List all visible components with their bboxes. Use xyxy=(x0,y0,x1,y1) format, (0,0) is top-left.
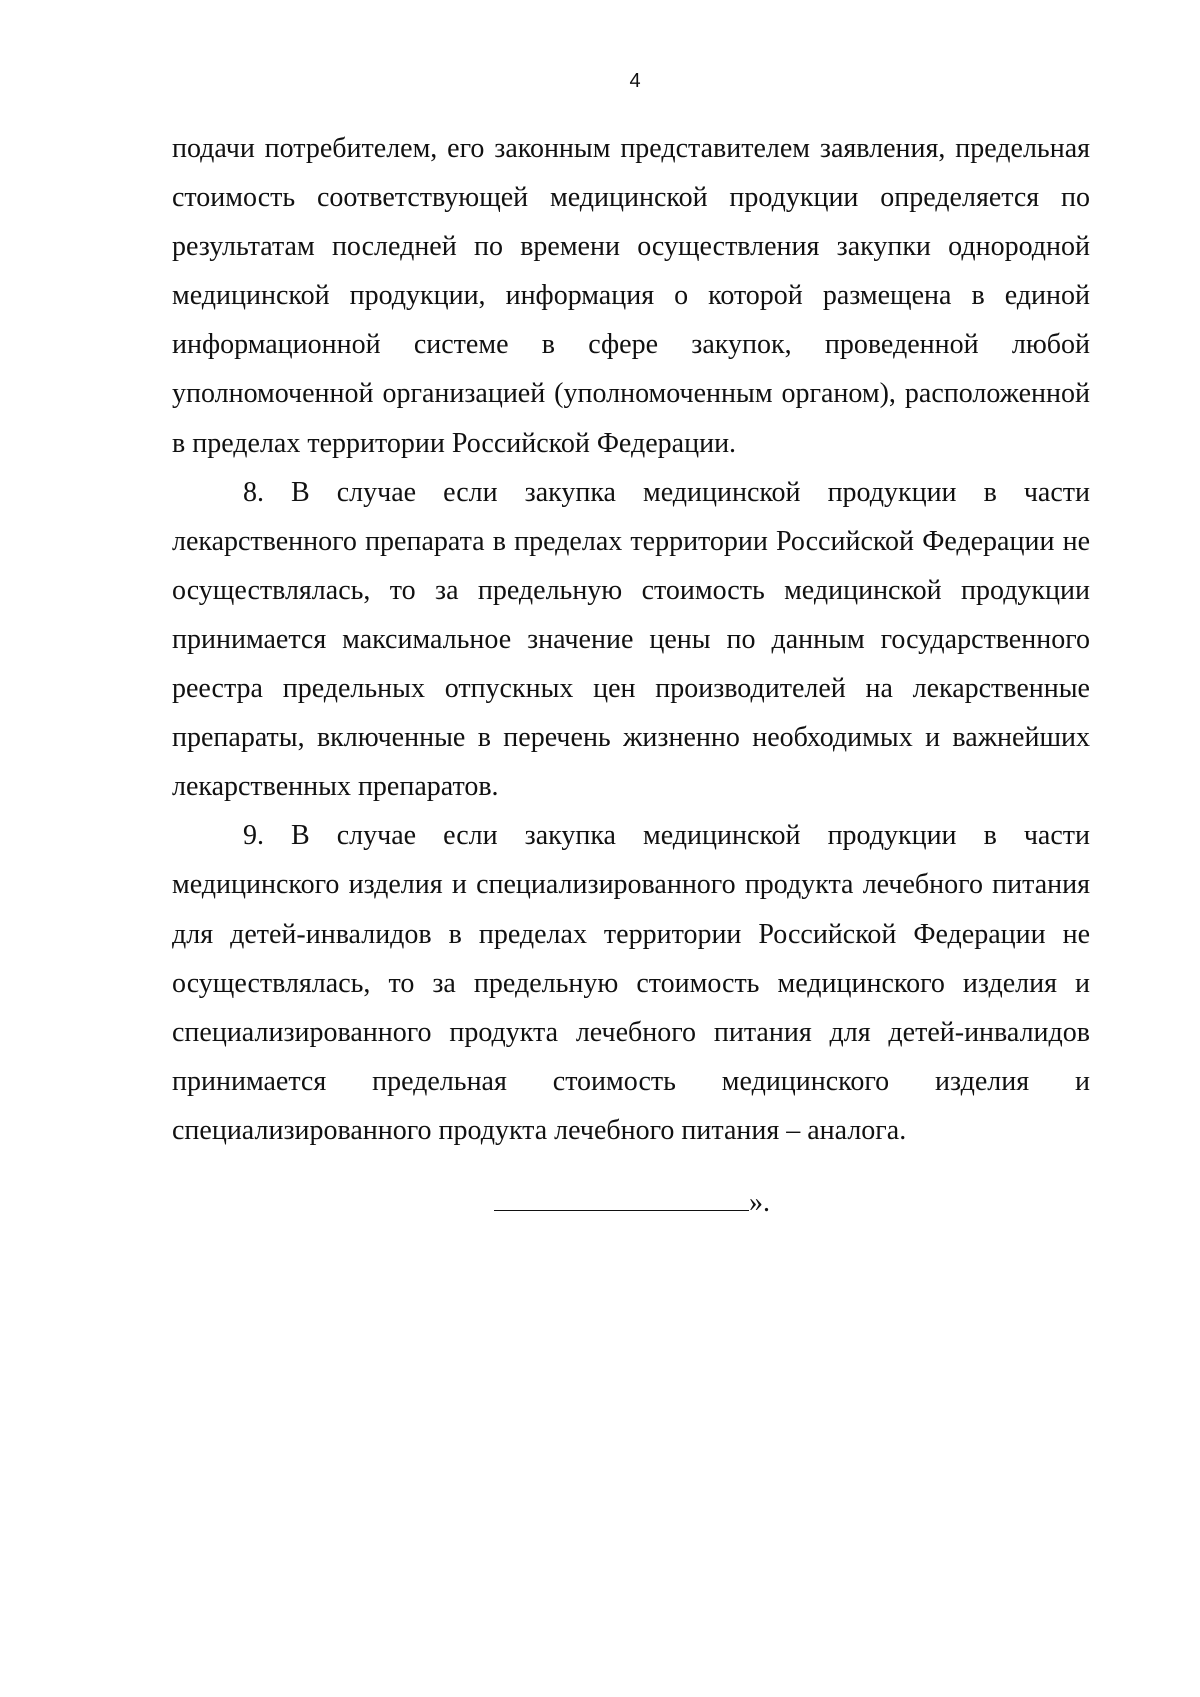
closing-quote: ». xyxy=(749,1187,770,1218)
page-number: 4 xyxy=(629,70,641,92)
closing-mark xyxy=(494,1183,770,1221)
paragraph-item-9: 9. В случае если закупка медицинской продукции в части медицинского изделия и специализированного продукта лечебного питания для детей-инвалидов в пределах территории Российской Федерации не осуществлялась, то за предельную стоимость медицинского изделия и специализированного продукта лечебного питания для детей-инвалидов принимается предельная стоимость медицинского изделия и специализированного продукта лечебного питания – аналога. xyxy=(172,820,1090,1146)
document-body xyxy=(172,124,1090,1155)
paragraph-item-8: 8. В случае если закупка медицинской продукции в части лекарственного препарата в пределах территории Российской Федерации не осуществлялась, то за предельную стоимость медицинской продукции принимается максимальное значение цены по данным государственного реестра предельных отпускных цен производителей на лекарственные препараты, включенные в перечень жизненно необходимых и важнейших лекарственных препаратов. xyxy=(172,476,1090,803)
paragraph-continuation: подачи потребителем, его законным представителем заявления, предельная стоимость соответствующей медицинской продукции определяется по результатам последней по времени осуществления закупки однородной медицинской продукции, информация о которой размещена в единой информационной системе в сфере закупок, проведенной любой уполномоченной организацией (уполномоченным органом), расположенной в пределах территории Российской Федерации. xyxy=(172,133,1090,459)
closing-underline xyxy=(494,1183,749,1211)
